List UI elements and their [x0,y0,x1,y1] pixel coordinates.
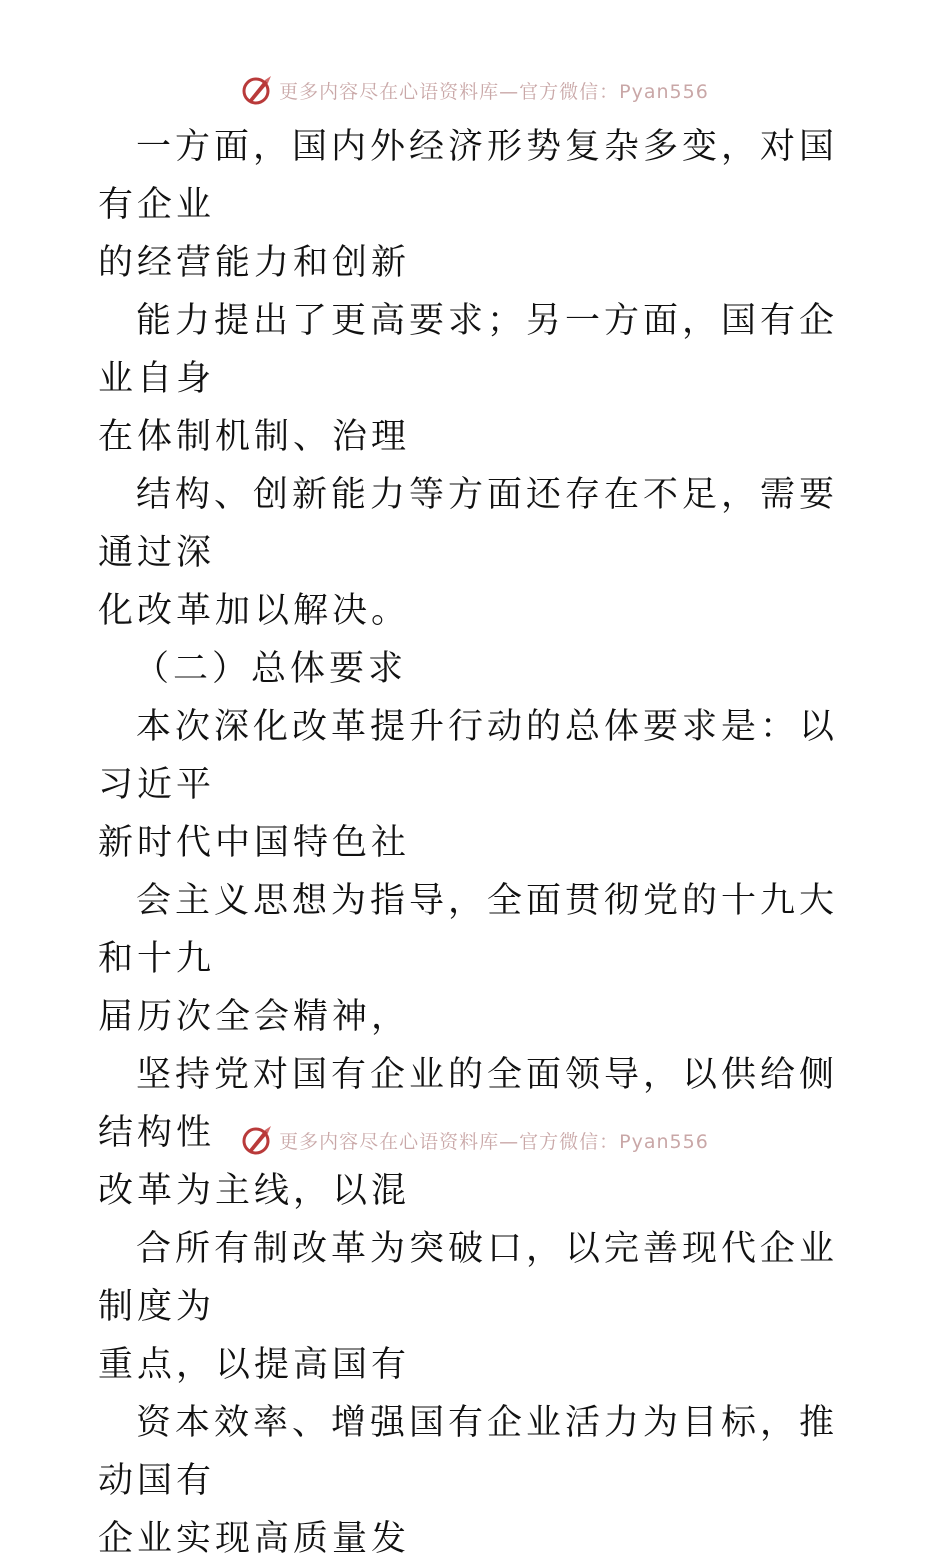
text-line: 化改革加以解决。 [98,591,411,631]
quill-logo-icon [241,74,273,106]
document-body [98,118,858,1568]
text-line: 能力提出了更高要求；另一方面，国有企业自身 [98,301,839,399]
watermark-text: 更多内容尽在心语资料库—官方微信：Pyan556 [279,1130,709,1153]
text-line: 本次深化改革提升行动的总体要求是：以习近平 [98,707,839,805]
text-line: 企业实现高质量发 [98,1519,411,1559]
text-line: 的经营能力和创新 [98,243,411,283]
section-heading: （二）总体要求 [134,649,408,689]
paragraph [98,118,858,292]
paragraph [98,872,858,1046]
text-line: 一方面，国内外经济形势复杂多变，对国有企业 [98,127,839,225]
text-line: 坚持党对国有企业的全面领导，以供给侧结构性 [98,1055,839,1153]
paragraph [98,698,858,872]
text-line: 在体制机制、治理 [98,417,411,457]
paragraph [98,1220,858,1394]
watermark-header [0,70,950,110]
text-line: 重点，以提高国有 [98,1345,411,1385]
text-line: 结构、创新能力等方面还存在不足，需要通过深 [98,475,839,573]
paragraph [98,466,858,640]
text-line: 资本效率、增强国有企业活力为目标，推动国有 [98,1403,839,1501]
paragraph [98,292,858,466]
watermark-footer [0,1120,950,1160]
text-line: 会主义思想为指导，全面贯彻党的十九大和十九 [98,881,839,979]
text-line: 届历次全会精神， [98,997,411,1037]
paragraph [98,1394,858,1568]
quill-logo-icon [241,1124,273,1156]
text-line: 合所有制改革为突破口，以完善现代企业制度为 [98,1229,839,1327]
watermark-text: 更多内容尽在心语资料库—官方微信：Pyan556 [279,80,709,103]
text-line: 改革为主线，以混 [98,1171,411,1211]
text-line: 新时代中国特色社 [98,823,411,863]
